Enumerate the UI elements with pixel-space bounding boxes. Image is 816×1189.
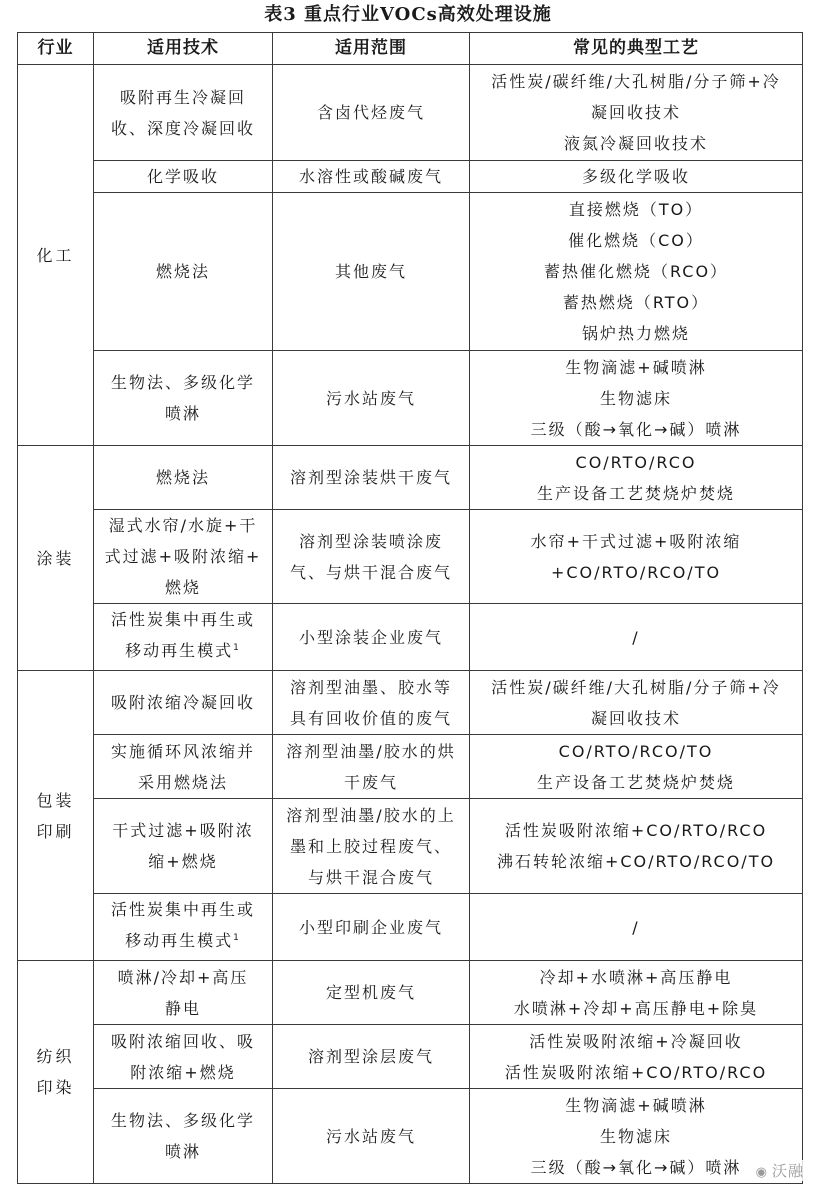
industry-cell [18,961,94,1184]
table-title: 表3 重点行业VOCs高效处理设施 [264,4,552,25]
watermark [752,1160,808,1181]
cell-line: 喷淋/冷却+高压 [117,967,249,987]
process-cell [470,1025,803,1089]
cell-line: 收、深度冷凝回收 [110,118,255,138]
scope-cell [273,1089,470,1184]
header-process: 常见的典型工艺 [470,33,803,65]
scope-cell [273,799,470,894]
cell-line: 与烘干混合废气 [307,867,434,887]
scope-cell [273,894,470,961]
technology-cell [94,193,273,351]
scope-cell [273,671,470,735]
cell-line: 水喷淋+冷却+高压静电+除臭 [513,998,759,1018]
table-row [18,510,803,604]
process-cell [470,161,803,193]
table-row [18,161,803,193]
footnote-marker: 1 [233,643,241,653]
cell-line: 凝回收技术 [590,708,681,728]
technology-cell [94,671,273,735]
process-cell [470,193,803,351]
process-cell [470,510,803,604]
cell-line: 小型印刷企业废气 [298,917,443,937]
table-row [18,193,803,351]
cell-line: 具有回收价值的废气 [289,708,452,728]
footnote-marker: 1 [233,933,241,943]
cell-line: 生物滴滤+碱喷淋 [565,357,707,377]
cell-line: 三级（酸→氧化→碱）喷淋 [530,1157,742,1177]
industry-cell [18,671,94,961]
cell-line: 燃烧法 [155,262,210,281]
cell-line: 含卤代烃废气 [316,103,425,122]
cell-line: 溶剂型涂装喷涂废 [298,531,443,551]
cell-line: 化工 [36,245,75,265]
process-cell [470,894,803,961]
table-row [18,65,803,161]
cell-line: 包装 [36,790,75,810]
header-industry: 行业 [18,33,94,65]
cell-line: 活性炭吸附浓缩+CO/RTO/RCO [504,1062,768,1082]
cell-line: 溶剂型涂层废气 [307,1047,434,1066]
cell-line: 纺织 [36,1047,75,1066]
scope-cell [273,193,470,351]
technology-cell [94,961,273,1025]
cell-line: 溶剂型油墨/胶水的烘 [286,741,456,761]
cell-line: 其他废气 [334,262,407,281]
cell-line: 采用燃烧法 [137,772,228,792]
cell-line: 缩+燃烧 [148,852,218,871]
header-row [18,33,803,65]
cell-line: 水帘+干式过滤+吸附浓缩 [530,531,742,551]
cell-line: 湿式水帘/水旋+干 [108,516,258,535]
cell-line: 生物滤床 [599,388,672,408]
voc-facilities-table [17,32,803,1184]
cell-line: / [632,627,640,647]
scope-cell [273,161,470,193]
cell-line: 小型涂装企业废气 [298,627,443,647]
cell-line: 活性炭集中再生或 [110,900,255,919]
cell-line: 溶剂型油墨、胶水等 [289,677,452,697]
table-row [18,735,803,799]
cell-line: 直接燃烧（TO） [568,200,704,219]
wechat-icon: ◉ [755,1165,768,1180]
process-cell [470,961,803,1025]
cell-line: 燃烧法 [155,468,210,487]
technology-cell [94,446,273,510]
table-row [18,894,803,961]
cell-line: 溶剂型涂装烘干废气 [289,468,452,487]
cell-line: 沸石转轮浓缩+CO/RTO/RCO/TO [496,852,776,871]
cell-line: 吸附浓缩回收、吸 [110,1031,255,1051]
cell-line: 移动再生模式 [125,641,234,660]
process-cell [470,735,803,799]
cell-line: 生物滤床 [599,1126,672,1146]
table-row [18,799,803,894]
cell-line: 催化燃烧（CO） [568,231,704,250]
cell-line: 生产设备工艺焚烧炉焚烧 [536,483,735,503]
cell-line: 式过滤+吸附浓缩+ [104,547,262,566]
cell-line: 附浓缩+燃烧 [130,1062,236,1082]
cell-line: 生物法、多级化学 [110,1111,255,1130]
cell-line: 活性炭/碳纤维/大孔树脂/分子筛+冷 [491,72,781,91]
technology-cell [94,604,273,671]
technology-cell [94,735,273,799]
table-row [18,604,803,671]
technology-cell [94,351,273,446]
process-cell [470,799,803,894]
cell-line: CO/RTO/RCO/TO [558,741,714,761]
header-scope: 适用范围 [273,33,470,65]
cell-line: 污水站废气 [325,1126,416,1146]
scope-cell [273,510,470,604]
table-row [18,351,803,446]
cell-line: 静电 [164,998,201,1018]
cell-line: / [632,917,640,937]
cell-line: 印染 [36,1078,75,1097]
cell-line: 燃烧 [164,578,201,597]
cell-line: 生产设备工艺焚烧炉焚烧 [536,772,735,792]
scope-cell [273,351,470,446]
cell-line: 生物滴滤+碱喷淋 [565,1095,707,1115]
table-row [18,1025,803,1089]
technology-cell [94,510,273,604]
scope-cell [273,1025,470,1089]
technology-cell [94,1089,273,1184]
cell-line: 三级（酸→氧化→碱）喷淋 [530,419,742,439]
process-cell [470,446,803,510]
table-row [18,1089,803,1184]
cell-line: 冷却+水喷淋+高压静电 [539,967,733,987]
process-cell [470,65,803,161]
cell-line: +CO/RTO/RCO/TO [550,562,722,582]
cell-line: 活性炭/碳纤维/大孔树脂/分子筛+冷 [491,677,781,697]
cell-line: 实施循环风浓缩并 [110,741,255,761]
cell-line: 墨和上胶过程废气、 [289,836,452,856]
cell-line: 干式过滤+吸附浓 [112,821,254,840]
process-cell [470,604,803,671]
header-technology: 适用技术 [94,33,273,65]
industry-cell [18,65,94,446]
cell-line: 活性炭吸附浓缩+冷凝回收 [529,1031,743,1051]
cell-line: 喷淋 [164,1142,201,1161]
cell-line: 气、与烘干混合废气 [289,562,452,582]
cell-line: 蓄热燃烧（RTO） [562,293,710,312]
table-body [18,65,803,1184]
scope-cell [273,65,470,161]
cell-line: 活性炭集中再生或 [110,610,255,629]
cell-line: 吸附再生冷凝回 [119,87,246,107]
cell-line: 多级化学吸收 [581,167,690,186]
cell-line: 干废气 [343,772,398,792]
cell-line: 溶剂型油墨/胶水的上 [286,805,456,825]
cell-line: 印刷 [36,821,75,841]
process-cell [470,671,803,735]
cell-line: 喷淋 [164,404,201,423]
scope-cell [273,604,470,671]
technology-cell [94,894,273,961]
cell-line: 移动再生模式 [125,931,234,950]
scope-cell [273,735,470,799]
cell-line: 活性炭吸附浓缩+CO/RTO/RCO [504,821,768,840]
technology-cell [94,65,273,161]
cell-line: 蓄热催化燃烧（RCO） [543,262,729,281]
cell-line: 定型机废气 [325,983,416,1002]
cell-line: 化学吸收 [146,167,219,186]
industry-cell [18,446,94,671]
table-row [18,671,803,735]
cell-line: 锅炉热力燃烧 [581,324,690,343]
cell-line: CO/RTO/RCO [575,452,697,472]
technology-cell [94,799,273,894]
process-cell [470,351,803,446]
scope-cell [273,446,470,510]
cell-line: 吸附浓缩冷凝回收 [110,693,255,712]
cell-line: 凝回收技术 [590,103,681,122]
table-row [18,961,803,1025]
technology-cell [94,161,273,193]
cell-line: 生物法、多级化学 [110,373,255,392]
table-row [18,446,803,510]
technology-cell [94,1025,273,1089]
scope-cell [273,961,470,1025]
cell-line: 液氮冷凝回收技术 [563,134,708,153]
watermark-text: 沃融 [771,1162,804,1180]
cell-line: 污水站废气 [325,388,416,408]
cell-line: 涂装 [36,548,75,568]
cell-line: 水溶性或酸碱废气 [298,167,443,186]
